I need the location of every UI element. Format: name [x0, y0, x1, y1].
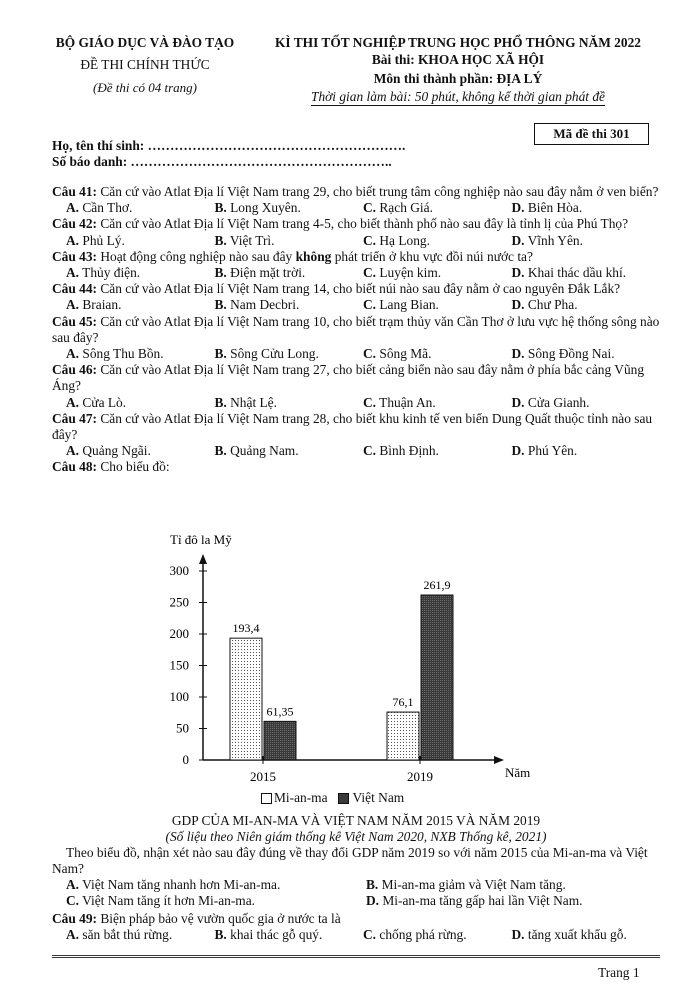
question-text: Cho biểu đồ:: [97, 459, 170, 475]
question-text: Căn cứ vào Atlat Địa lí Việt Nam trang 14, cho biết núi nào sau đây nằm ở cao nguyên Đắk Lắk?: [97, 281, 621, 297]
options-42: [52, 233, 660, 249]
chart-title: GDP CỦA MI-AN-MA VÀ VIỆT NAM NĂM 2015 VÀ NĂM 2019: [171, 813, 541, 828]
question-text: Biện pháp bảo vệ vườn quốc gia ở nước ta là: [97, 911, 341, 926]
chart-bars: [230, 578, 453, 760]
options-47: [52, 443, 660, 459]
option-a: A. săn bắt thú rừng.: [66, 927, 173, 943]
exam-time: Thời gian làm bài: 50 phút, không kể thời gian phát đề: [311, 89, 605, 105]
option-a: A. Phủ Lý.: [66, 232, 125, 248]
exam-subject: Bài thi: KHOA HỌC XÃ HỘI: [371, 52, 545, 68]
option-d: D. Phú Yên.: [511, 443, 578, 459]
question-text: Căn cứ vào Atlat Địa lí Việt Nam trang 4-5, cho biết thành phố nào sau đây là tỉnh lị của Phú Thọ?: [97, 216, 629, 232]
question-number: Câu 45:: [52, 313, 98, 329]
data-label: 61,35: [266, 704, 294, 719]
option-c: C. Rạch Giá.: [363, 200, 433, 216]
chart-legend: [261, 790, 404, 806]
option-b: B. Sông Cửu Long.: [214, 346, 319, 362]
question-text: Căn cứ vào Atlat Địa lí Việt Nam trang 28, cho biết khu kinh tế ven biển Dung Quất thuộc tỉnh nào sau đây?: [52, 410, 653, 443]
option-a: A. Thủy điện.: [66, 265, 141, 281]
question-number: Câu 48:: [52, 459, 98, 475]
options-48: [52, 877, 674, 909]
option-d: D. Khai thác dầu khí.: [511, 265, 627, 281]
option-b: B. Long Xuyên.: [214, 200, 301, 216]
official-label: ĐỀ THI CHÍNH THỨC: [80, 57, 210, 73]
x-tick-label: 2015: [250, 769, 276, 784]
option-b: B. Mi-an-ma giảm và Việt Nam tăng.: [366, 877, 566, 892]
option-b: B. Nhật Lệ.: [214, 394, 277, 410]
question-43: Câu 43: Hoạt động công nghiệp nào sau đây không phát triển ở khu vực đồi núi nước ta?: [52, 248, 533, 264]
option-d: D. tăng xuất khẩu gỗ.: [511, 927, 627, 943]
candidate-name-line: Họ, tên thí sinh: ………………………………………………….: [52, 138, 406, 153]
option-b: B. Quảng Nam.: [214, 443, 299, 459]
header-right: [256, 36, 660, 106]
ministry-name: BỘ GIÁO DỤC VÀ ĐÀO TẠO: [55, 35, 235, 50]
question-48-prompt: Theo biểu đồ, nhận xét nào sau đây đúng về thay đổi GDP năm 2019 so với năm 2015 của Mi-an-ma và Việt Nam?: [52, 845, 648, 877]
question-text: Căn cứ vào Atlat Địa lí Việt Nam trang 29, cho biết trung tâm công nghiệp nào sau đây nằm ở ven biển?: [97, 184, 659, 199]
options-49: [52, 927, 660, 943]
question-number: Câu 42:: [52, 216, 98, 232]
y-tick-label: 250: [169, 594, 189, 610]
x-tick-label: 2019: [407, 769, 433, 784]
option-d: D. Sông Đồng Nai.: [511, 346, 615, 362]
page-count: (Đề thi có 04 trang): [93, 79, 197, 95]
question-44: [52, 281, 660, 297]
legend-swatch-mianma: [261, 793, 272, 804]
exam-component: Môn thi thành phần: ĐỊA LÝ: [373, 70, 543, 86]
option-b: B. Điện mặt trời.: [214, 265, 306, 281]
y-tick-label: 300: [169, 563, 189, 578]
option-c: C. Luyện kim.: [363, 265, 442, 281]
option-c: C. Lang Bian.: [363, 297, 439, 313]
option-c: C. Bình Định.: [363, 443, 439, 459]
bar-việt-nam-2015: [264, 721, 296, 760]
x-axis-label: Năm: [505, 765, 531, 780]
y-tick-label: 100: [169, 689, 189, 704]
legend-label-mianma: Mi-an-ma: [274, 790, 328, 805]
exam-title: KÌ THI TỐT NGHIỆP TRUNG HỌC PHỔ THÔNG NĂM 2022: [275, 35, 641, 50]
data-label: 76,1: [392, 695, 414, 710]
question-49: [52, 911, 660, 943]
emphasis-word: không: [295, 248, 332, 264]
y-tick-label: 150: [169, 657, 189, 673]
question-45: [52, 314, 660, 346]
y-tick-label: 0: [182, 752, 189, 767]
question-number: Câu 43:: [52, 248, 98, 264]
question-number: Câu 49:: [52, 911, 98, 926]
chart-subtitle: (Số liệu theo Niên giám thống kê Việt Nam 2020, NXB Thống kê, 2021): [165, 829, 547, 844]
header-left: [40, 36, 250, 94]
option-c: C. Việt Nam tăng ít hơn Mi-an-ma.: [66, 893, 256, 909]
option-a: A. Cửa Lò.: [66, 394, 127, 410]
question-text: Căn cứ vào Atlat Địa lí Việt Nam trang 27, cho biết cảng biển nào sau đây nằm ở phía bắc cảng Vũng Áng?: [52, 362, 645, 394]
option-a: A. Sông Thu Bồn.: [66, 346, 164, 362]
option-d: D. Vĩnh Yên.: [511, 232, 583, 248]
option-d: D. Biên Hòa.: [511, 200, 583, 216]
option-c: C. Sông Mã.: [363, 346, 432, 362]
y-axis-label: Tỉ đô la Mỹ: [170, 532, 232, 547]
question-46: [52, 362, 660, 394]
question-48: [52, 459, 660, 475]
candidate-info: [52, 138, 405, 170]
question-text: Căn cứ vào Atlat Địa lí Việt Nam trang 10, cho biết trạm thủy văn Cần Thơ ở lưu vực hệ thống sông nào sau đây?: [52, 313, 660, 345]
option-d: D. Cửa Gianh.: [511, 394, 590, 410]
options-46: [52, 395, 660, 411]
y-axis-arrow: [199, 554, 207, 564]
footer-rule: [52, 955, 660, 958]
options-41: [52, 200, 660, 216]
option-d: D. Chư Pha.: [511, 297, 578, 313]
question-number: Câu 46:: [52, 362, 98, 378]
questions-block: [52, 184, 660, 476]
question-41: [52, 184, 660, 200]
options-45: [52, 346, 660, 362]
option-a: A. Việt Nam tăng nhanh hơn Mi-an-ma.: [66, 877, 281, 892]
option-b: B. Nam Decbri.: [214, 297, 300, 313]
data-label: 193,4: [232, 621, 260, 636]
option-c: C. Thuận An.: [363, 394, 436, 410]
bar-việt-nam-2019: [421, 595, 453, 760]
question-number: Câu 41:: [52, 184, 98, 199]
question-number: Câu 44:: [52, 281, 98, 297]
option-a: A. Cần Thơ.: [66, 200, 133, 216]
legend-swatch-vietnam: [338, 793, 349, 804]
legend-label-vietnam: Việt Nam: [352, 790, 405, 805]
candidate-id-line: Số báo danh: …………………………………………………..: [52, 154, 392, 169]
question-47: [52, 411, 660, 443]
options-43: [52, 265, 660, 281]
bar-mi-an-ma-2019: [387, 712, 419, 760]
option-c: C. Hạ Long.: [363, 232, 430, 248]
option-a: A. Braian.: [66, 297, 122, 313]
y-tick-label: 50: [176, 720, 189, 736]
option-b: B. khai thác gỗ quý.: [214, 927, 323, 943]
x-axis-arrow: [494, 756, 504, 764]
page-number: Trang 1: [598, 965, 640, 980]
options-44: [52, 297, 660, 313]
option-a: A. Quảng Ngãi.: [66, 443, 151, 459]
y-tick-label: 200: [169, 626, 189, 641]
gdp-bar-chart: [150, 528, 570, 790]
question-42: [52, 216, 660, 232]
option-c: C. chống phá rừng.: [363, 927, 467, 943]
bar-mi-an-ma-2015: [230, 638, 262, 760]
option-b: B. Việt Trì.: [214, 232, 275, 248]
data-label: 261,9: [423, 578, 451, 593]
exam-code-box: Mã đề thi 301: [534, 123, 649, 145]
question-number: Câu 47:: [52, 410, 98, 426]
option-d: D. Mi-an-ma tăng gấp hai lần Việt Nam.: [366, 893, 583, 909]
chart-axes: [170, 554, 505, 784]
